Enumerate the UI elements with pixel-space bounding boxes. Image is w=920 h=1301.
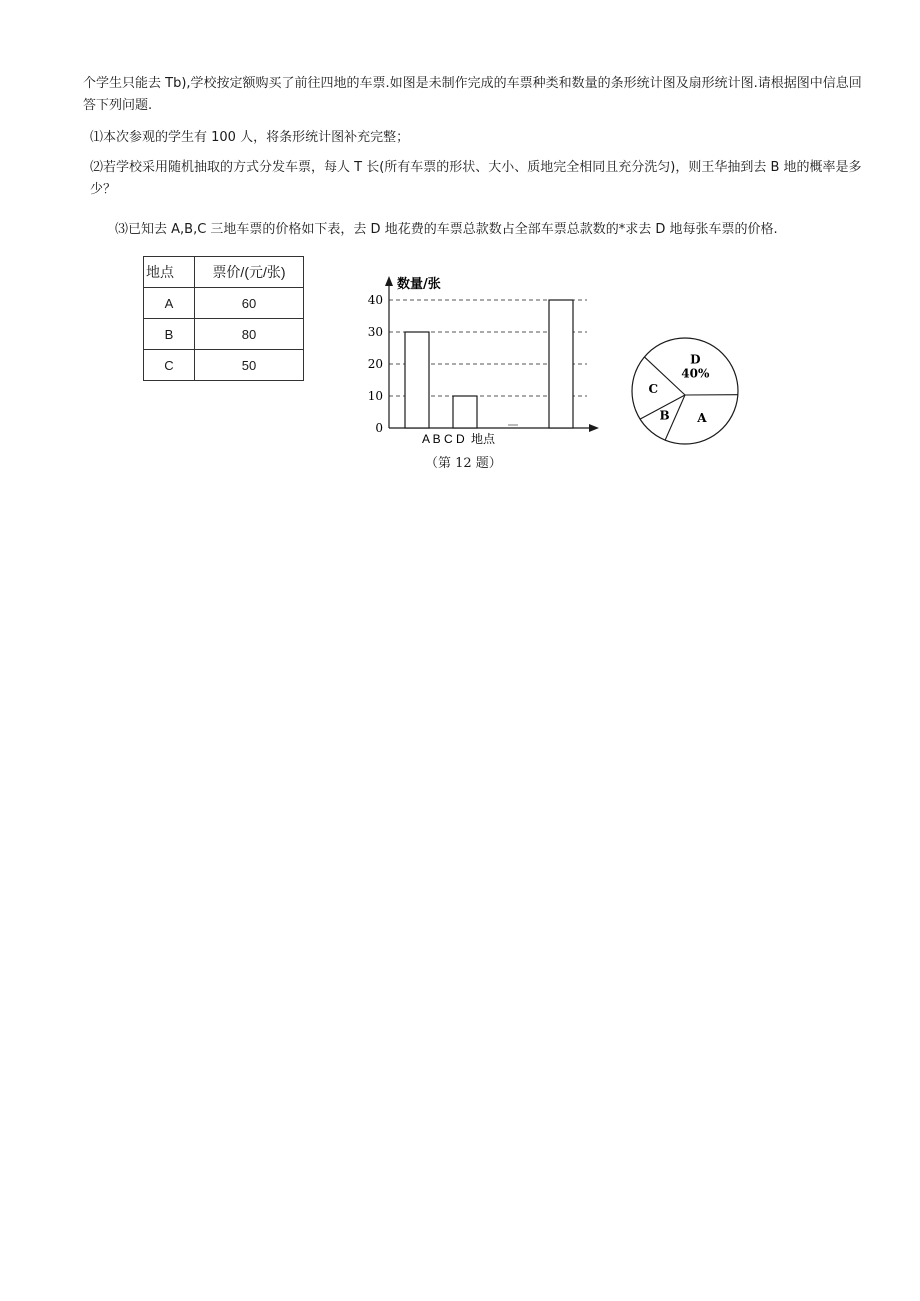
bar-A — [405, 332, 429, 428]
problem-intro: 个学生只能去 Tb),学校按定额购买了前往四地的车票.如图是未制作完成的车票种类和数量的条形统计图及扇形统计图.请根据图中信息回答下列问题. — [83, 76, 862, 113]
bar-B — [453, 396, 477, 428]
figure-caption: （第 12 题） — [425, 456, 502, 471]
x-category-labels: A B C D — [422, 432, 465, 446]
pie-slice-label-D: D — [690, 352, 701, 367]
pie-slice-label-C: C — [648, 381, 659, 396]
table-cell-price: 50 — [195, 350, 304, 381]
question-3: ⑶已知去 A,B,C 三地车票的价格如下表，去 D 地花费的车票总款数占全部车票总款数的*求去 D 地每张车票的价格. — [115, 222, 778, 237]
pie-slice-label-A: A — [697, 410, 707, 425]
pie-slice-percent-D: 40% — [681, 366, 710, 381]
table-cell-place: C — [144, 350, 195, 381]
pie-chart — [628, 336, 748, 456]
table-row — [144, 288, 304, 319]
y-axis-arrow — [385, 276, 393, 286]
table-cell-place: B — [144, 319, 195, 350]
question-2: ⑵若学校采用随机抽取的方式分发车票，每人 T 长(所有车票的形状、大小、质地完全相同且充分洗匀)，则王华抽到去 B 地的概率是多少？ — [90, 160, 862, 197]
question-1: ⑴本次参观的学生有 100 人，将条形统计图补充完整； — [90, 130, 410, 145]
y-axis-label: 数量/张 — [397, 277, 441, 292]
table-cell-place: A — [144, 288, 195, 319]
y-tick-label: 30 — [367, 325, 383, 339]
table-header-row — [144, 257, 304, 288]
y-tick-label: 20 — [367, 357, 383, 371]
table-header-price: 票价/(元/张) — [195, 257, 304, 288]
table-cell-price: 60 — [195, 288, 304, 319]
table-row — [144, 319, 304, 350]
y-tick-label: 40 — [367, 293, 383, 307]
bar-chart — [355, 268, 605, 448]
x-axis-arrow — [589, 424, 599, 432]
x-axis-label: 地点 — [471, 432, 496, 446]
table-row — [144, 350, 304, 381]
y-tick-label: 0 — [375, 421, 383, 435]
table-header-place: 地点 — [144, 257, 195, 288]
bar-D — [549, 300, 573, 428]
price-table — [143, 256, 304, 381]
pie-slice-label-B: B — [659, 408, 670, 423]
y-tick-label: 10 — [367, 389, 383, 403]
table-cell-price: 80 — [195, 319, 304, 350]
